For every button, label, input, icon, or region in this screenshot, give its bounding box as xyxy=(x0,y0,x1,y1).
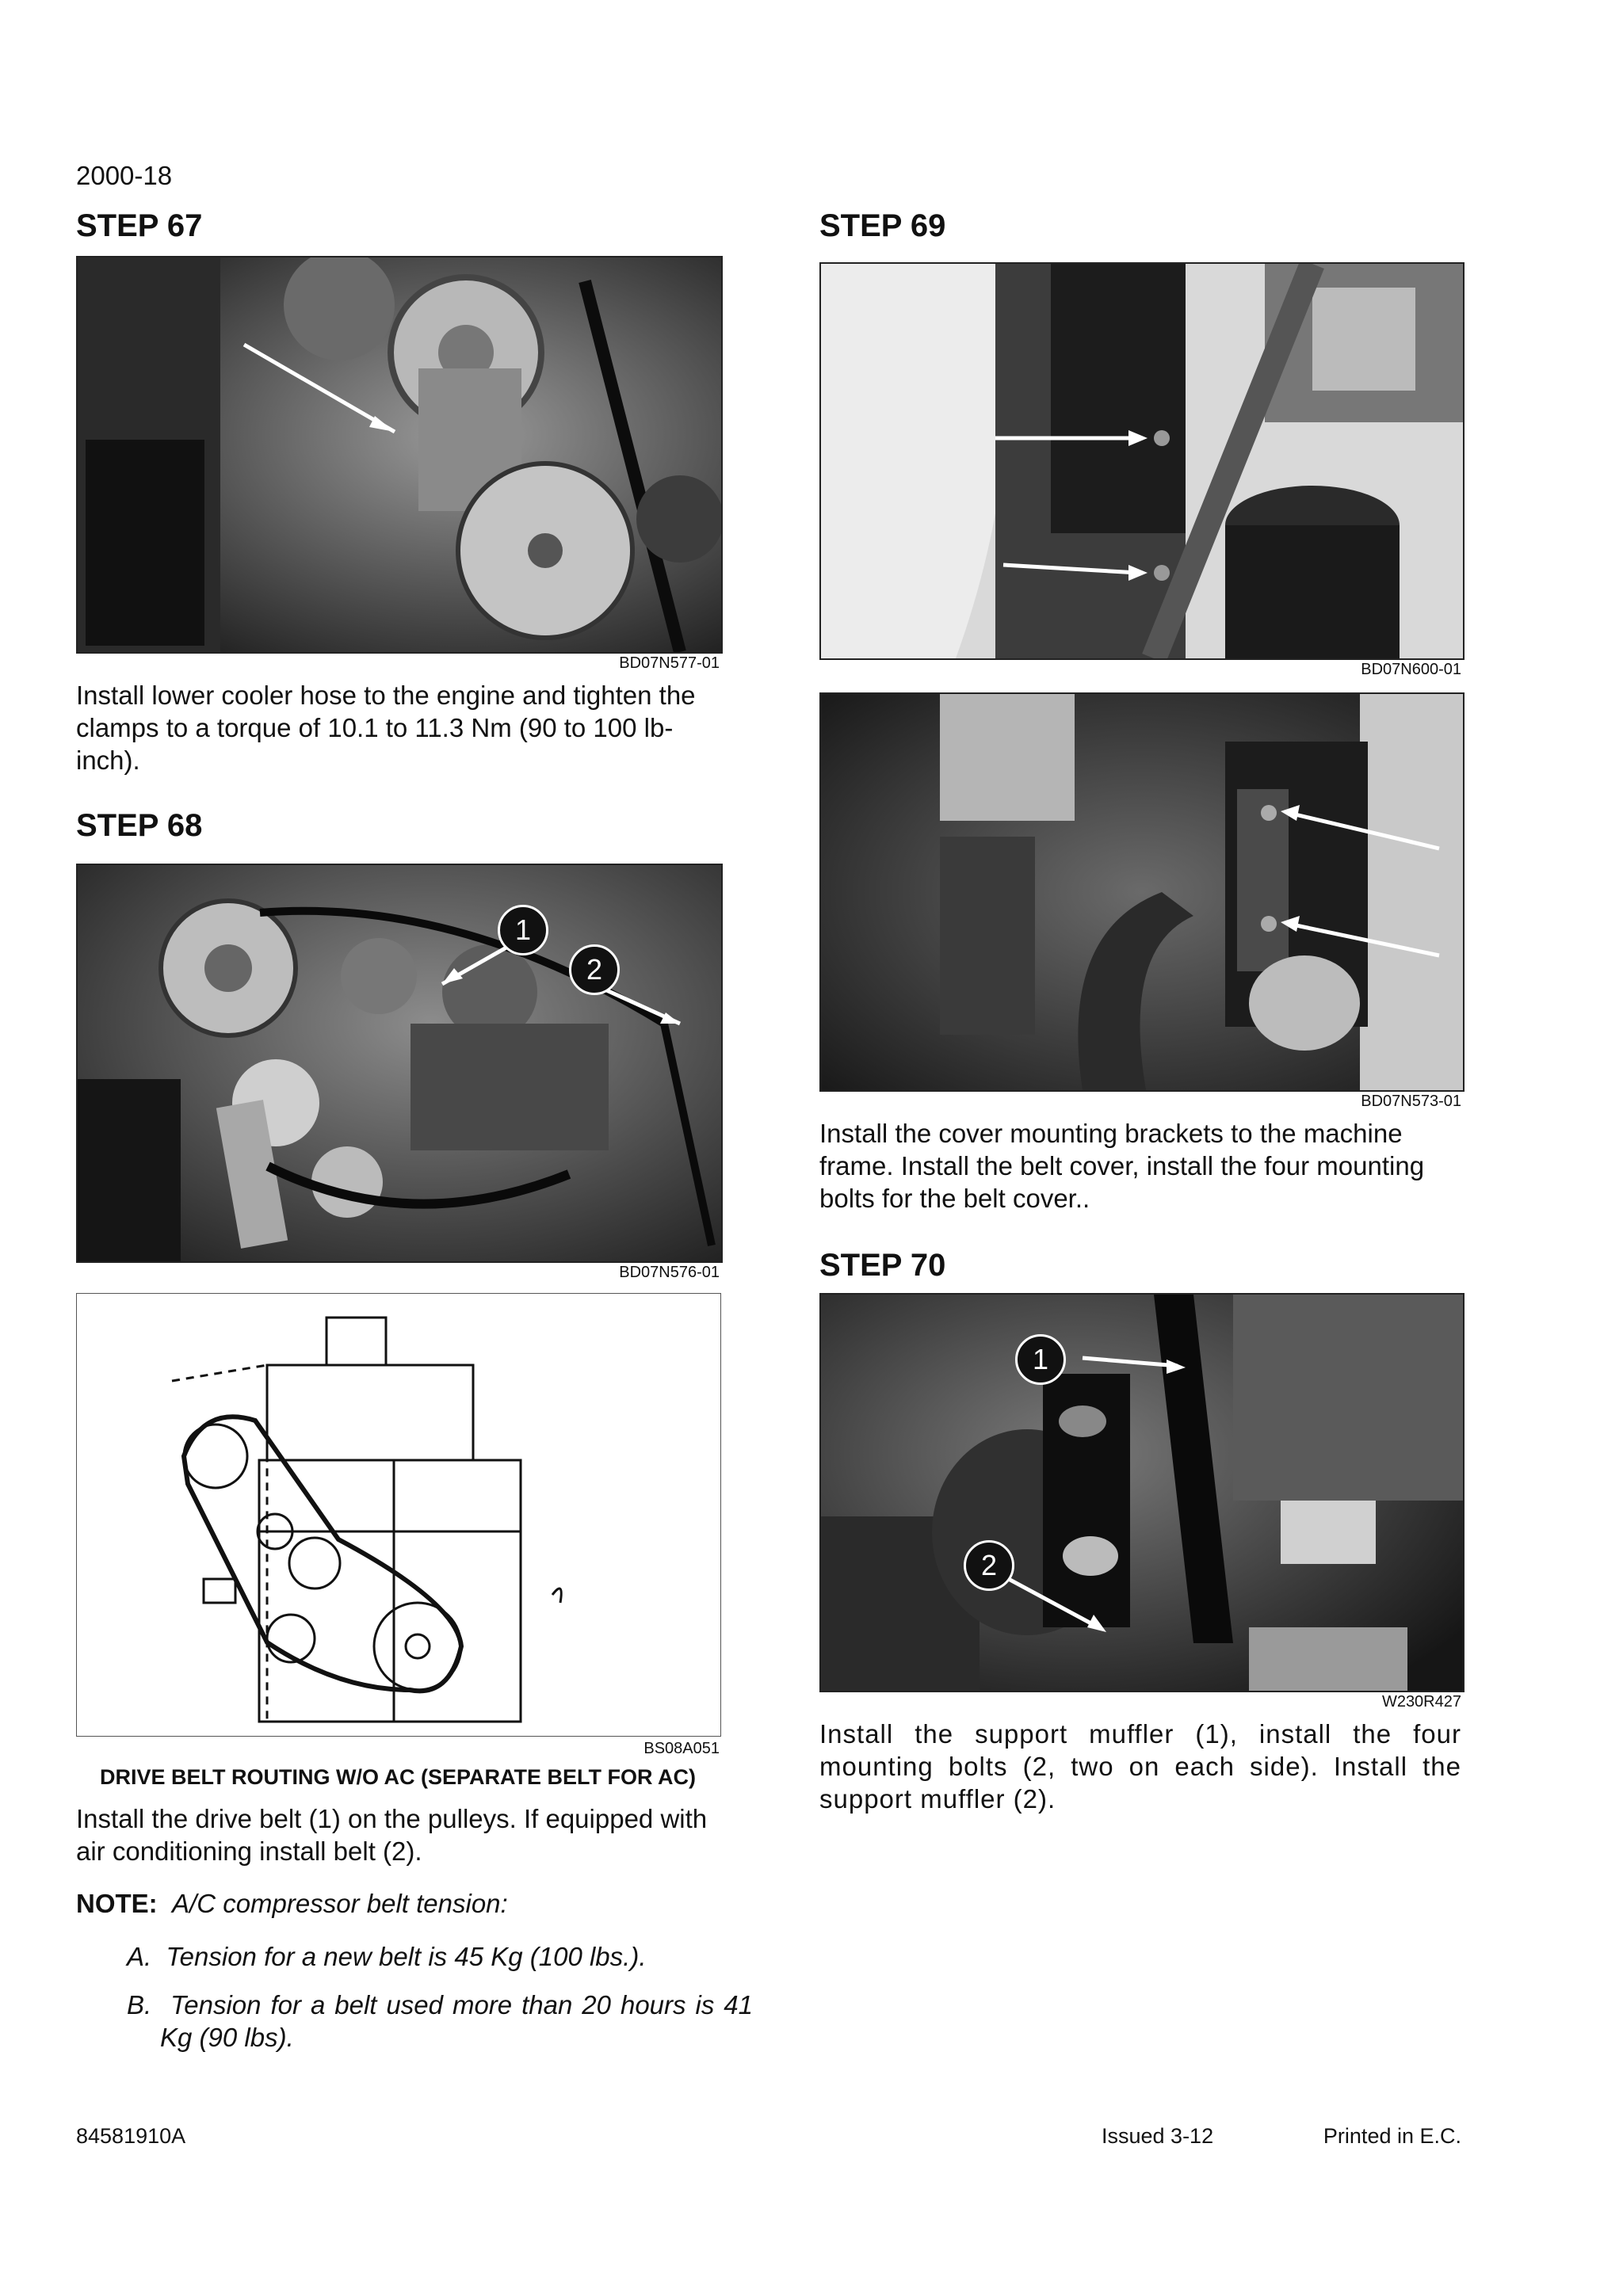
step-69-photo-2 xyxy=(819,692,1465,1092)
note-item-b xyxy=(127,1989,753,2054)
step-68-text: Install the drive belt (1) on the pulleys. If equipped with air conditioning install belt (2). xyxy=(76,1804,708,1866)
step-68-callout-1: 1 xyxy=(498,905,548,955)
note-item-a-letter: A. xyxy=(127,1942,152,1971)
footer-printed: Printed in E.C. xyxy=(1323,2124,1461,2148)
note-item-b-letter: B. xyxy=(127,1990,152,2019)
note-item-b-text: Tension for a belt used more than 20 hours is 41 Kg (90 lbs). xyxy=(160,1990,753,2052)
page-number: 2000-18 xyxy=(76,161,173,190)
step-67-heading: STEP 67 xyxy=(76,208,203,243)
diagram-figure-code: BS08A051 xyxy=(643,1740,720,1757)
step-70-photo xyxy=(819,1293,1465,1692)
step-69-heading: STEP 69 xyxy=(819,208,946,243)
step-69-photo-1 xyxy=(819,262,1465,660)
step-68-photo-figure-code: BD07N576-01 xyxy=(619,1264,720,1281)
drive-belt-routing-diagram xyxy=(76,1293,721,1737)
footer-doc-number: 84581910A xyxy=(76,2124,186,2148)
step-70-heading: STEP 70 xyxy=(819,1248,946,1283)
step-67-figure-code: BD07N577-01 xyxy=(619,654,720,672)
step-69-text: Install the cover mounting brackets to the machine frame. Install the belt cover, install the four mounting bolts for the belt cover.. xyxy=(819,1119,1425,1213)
note-block xyxy=(76,1887,720,1920)
step-67-photo xyxy=(76,256,723,654)
note-label: NOTE: xyxy=(76,1889,158,1918)
step-70-text: Install the support muffler (1), install the four mounting bolts (2, two on each side). Install the support muffler (2). xyxy=(819,1719,1461,1814)
footer-issued: Issued 3-12 xyxy=(1102,2124,1214,2148)
step-67-text: Install lower cooler hose to the engine and tighten the clamps to a torque of 10.1 to 11.3 Nm (90 to 100 lb-inch). xyxy=(76,681,696,775)
step-70-callout-2: 2 xyxy=(964,1540,1014,1591)
step-70-figure-code: W230R427 xyxy=(1381,1693,1461,1711)
step-70-callout-1: 1 xyxy=(1015,1334,1066,1385)
note-item-a xyxy=(127,1940,720,1973)
note-item-a-text: Tension for a new belt is 45 Kg (100 lbs.). xyxy=(166,1942,647,1971)
step-68-heading: STEP 68 xyxy=(76,808,203,843)
step-69-figure-code-1: BD07N600-01 xyxy=(1361,661,1461,678)
step-68-photo xyxy=(76,864,723,1263)
note-text: A/C compressor belt tension: xyxy=(172,1889,508,1918)
diagram-caption: DRIVE BELT ROUTING W/O AC (SEPARATE BELT FOR AC) xyxy=(100,1765,696,1789)
step-68-callout-2: 2 xyxy=(569,944,620,995)
step-69-figure-code-2: BD07N573-01 xyxy=(1361,1093,1461,1110)
